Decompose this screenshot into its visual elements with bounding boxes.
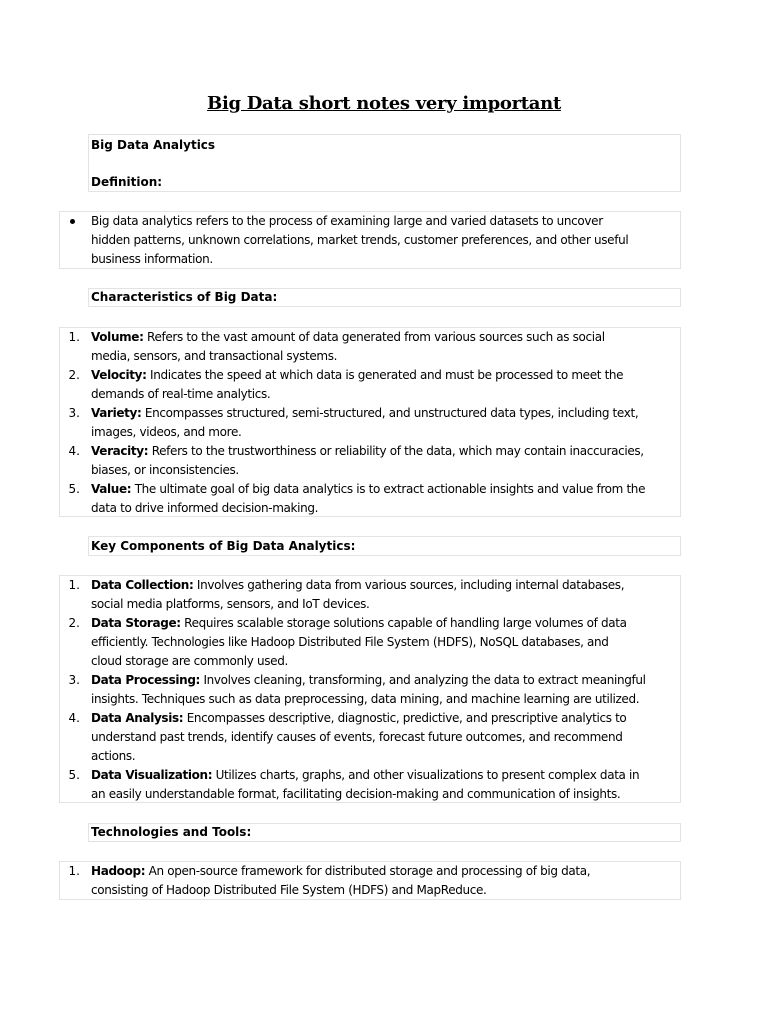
characteristics-heading: Characteristics of Big Data: bbox=[91, 290, 278, 304]
tools-list: 1. Hadoop: An open-source framework for distributed storage and processing of big data, consisting of Hadoop Distributed File System (HDFS) and MapReduce. bbox=[59, 861, 681, 900]
definition-label: Definition: bbox=[91, 175, 163, 189]
tools-heading: Technologies and Tools: bbox=[91, 825, 252, 839]
bullet-icon bbox=[70, 219, 75, 224]
components-list: 1. Data Collection: Involves gathering data from various sources, including internal databases, social media platforms, sensors, and IoT devices. 2. Data Storage: Requires scalable storage solutions capable of handling large volumes of data efficiently. Technologies like Hadoop Distributed File System (HDFS), NoSQL databases, and cloud storage are commonly used. 3. Data Processing: Involves cleaning, transforming, and analyzing the data to extract meaningful insights. Techniques such as data preprocessing, data mining, and machine learning are utilized. 4. Data Analysis: Encompasses descriptive, diagnostic, predictive, and prescriptive analytics to understand past trends, identify causes of events, forecast future outcomes, and recommend actions. 5. Data Visualization: Utilizes charts, graphs, and other visualizations to present complex data in an easily understandable format, facilitating decision-making and communication of insights. bbox=[59, 575, 681, 803]
characteristics-heading-box bbox=[88, 288, 681, 307]
tools-heading-box bbox=[88, 823, 681, 842]
document-title: Big Data short notes very important bbox=[207, 93, 561, 114]
intro-heading-box bbox=[88, 134, 681, 192]
definition-box bbox=[59, 211, 681, 269]
characteristics-list: 1. Volume: Refers to the vast amount of data generated from various sources such as social media, sensors, and transactional systems. 2. Velocity: Indicates the speed at which data is generated and must be processed to meet the demands of real-time analytics. 3. Variety: Encompasses structured, semi-structured, and unstructured data types, including text, images, videos, and more. 4. Veracity: Refers to the trustworthiness or reliability of the data, which may contain inaccuracies, biases, or inconsistencies. 5. Value: The ultimate goal of big data analytics is to extract actionable insights and value from the data to drive informed decision-making. bbox=[59, 327, 681, 517]
intro-heading: Big Data Analytics bbox=[91, 138, 216, 152]
components-heading-box bbox=[88, 536, 681, 556]
definition-text: Big data analytics refers to the process of examining large and varied datasets to uncover hidden patterns, unknown correlations, market trends, customer preferences, and other useful business information. bbox=[91, 214, 629, 266]
components-heading: Key Components of Big Data Analytics: bbox=[91, 539, 356, 553]
